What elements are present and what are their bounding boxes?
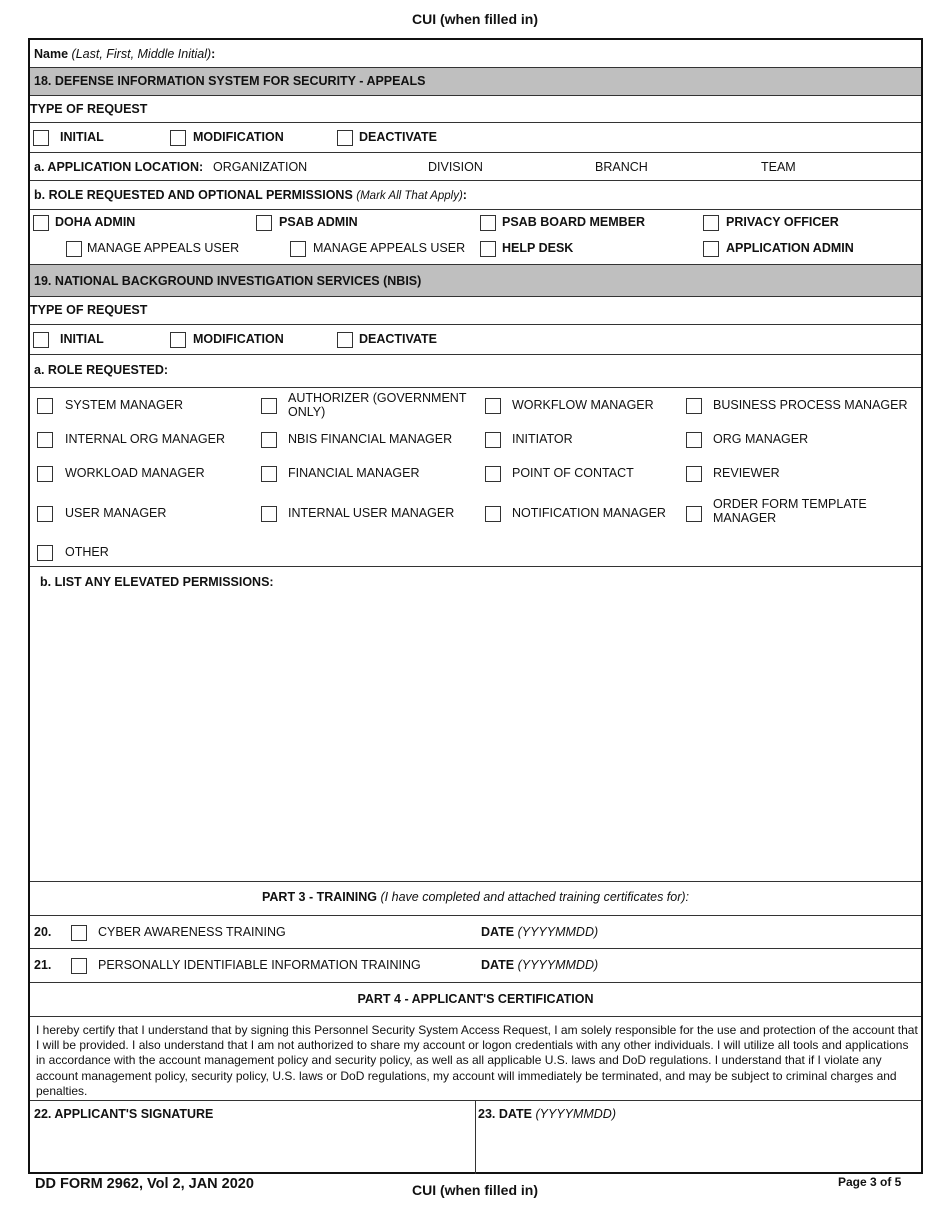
business-process-manager-label: BUSINESS PROCESS MANAGER [713, 398, 908, 412]
notification-manager-checkbox[interactable] [485, 506, 501, 522]
cyber-awareness-label: CYBER AWARENESS TRAINING [98, 925, 286, 939]
nbis-financial-manager-checkbox[interactable] [261, 432, 277, 448]
initial-label-19: INITIAL [60, 332, 104, 346]
role-requested-19-label: a. ROLE REQUESTED: [34, 363, 169, 377]
initial-checkbox-19[interactable] [33, 332, 49, 348]
section-19-roles [30, 387, 921, 567]
section-18-request-row [30, 123, 921, 153]
manage-appeals-user-label-2: MANAGE APPEALS USER [313, 241, 466, 255]
manage-appeals-user-checkbox-2[interactable] [290, 241, 306, 257]
section-19-title: 19. NATIONAL BACKGROUND INVESTIGATION SERVICES (NBIS) [34, 274, 422, 288]
modification-checkbox[interactable] [170, 130, 186, 146]
user-manager-label: USER MANAGER [65, 506, 167, 520]
branch-field[interactable]: BRANCH [595, 160, 648, 174]
reviewer-label: REVIEWER [713, 466, 780, 480]
certification-text-row [30, 1017, 921, 1101]
part-3-header [30, 882, 921, 916]
deactivate-label: DEACTIVATE [359, 130, 438, 144]
system-manager-checkbox[interactable] [37, 398, 53, 414]
date-23-field[interactable] [476, 1123, 921, 1173]
modification-label: MODIFICATION [193, 130, 284, 144]
section-18-title: 18. DEFENSE INFORMATION SYSTEM FOR SECURITY - APPEALS [34, 74, 426, 88]
section-18-header [30, 68, 921, 96]
deactivate-label-19: DEACTIVATE [359, 332, 438, 346]
certification-text: I hereby certify that I understand that by signing this Personnel Security System Access Request, I am solely responsible for the use and protection of the account that I will be provided. I also understand that I am not authorized to share my account or logon credentials with any other individuals. I will utilize all tools and applications in accordance with the account management policy and security policy, as well as all applicable U.S. laws and DoD regulations. I understand that if I violate any account management policy, security policy, U.S. laws or DoD regulations, my account will immediately be terminated, and may be subject to criminal charges and penalties. [36, 1023, 918, 1098]
item-21-number: 21. [34, 958, 52, 972]
financial-manager-checkbox[interactable] [261, 466, 277, 482]
manage-appeals-user-checkbox-1[interactable] [66, 241, 82, 257]
other-checkbox[interactable] [37, 545, 53, 561]
applicant-signature-label: 22. APPLICANT'S SIGNATURE [34, 1107, 214, 1121]
form-id: DD FORM 2962, Vol 2, JAN 2020 [35, 1176, 254, 1192]
section-19-request-row [30, 325, 921, 355]
application-location-label: a. APPLICATION LOCATION: [34, 160, 204, 174]
training-row-21 [30, 949, 921, 983]
cyber-awareness-date[interactable]: DATE (YYYYMMDD) [481, 925, 599, 939]
pii-training-date[interactable]: DATE (YYYYMMDD) [481, 958, 599, 972]
authorizer-checkbox[interactable] [261, 398, 277, 414]
section-19-type-row [30, 297, 921, 325]
training-row-20 [30, 916, 921, 949]
privacy-officer-label: PRIVACY OFFICER [726, 215, 839, 229]
type-of-request-label-19: TYPE OF REQUEST [30, 303, 148, 317]
point-of-contact-label: POINT OF CONTACT [512, 466, 634, 480]
section-19-header [30, 264, 921, 297]
elevated-permissions-area[interactable] [30, 567, 921, 882]
internal-user-manager-checkbox[interactable] [261, 506, 277, 522]
item-20-number: 20. [34, 925, 52, 939]
date-23-label: 23. DATE (YYYYMMDD) [478, 1107, 616, 1121]
reviewer-checkbox[interactable] [686, 466, 702, 482]
part-4-header [30, 983, 921, 1017]
doha-admin-label: DOHA ADMIN [55, 215, 136, 229]
division-field[interactable]: DIVISION [428, 160, 483, 174]
workload-manager-label: WORKLOAD MANAGER [65, 466, 205, 480]
deactivate-checkbox[interactable] [337, 130, 353, 146]
initial-checkbox[interactable] [33, 130, 49, 146]
cyber-awareness-checkbox[interactable] [71, 925, 87, 941]
system-manager-label: SYSTEM MANAGER [65, 398, 184, 412]
application-admin-checkbox[interactable] [703, 241, 719, 257]
cui-footer: CUI (when filled in) [412, 1182, 538, 1198]
notification-manager-label: NOTIFICATION MANAGER [512, 506, 666, 520]
name-label: Name (Last, First, Middle Initial): [34, 47, 216, 61]
role-requested-label: b. ROLE REQUESTED AND OPTIONAL PERMISSIONS (Mark All That Apply): [34, 188, 467, 202]
modification-checkbox-19[interactable] [170, 332, 186, 348]
internal-user-manager-label: INTERNAL USER MANAGER [288, 506, 455, 520]
initiator-checkbox[interactable] [485, 432, 501, 448]
role-requested-label-row [30, 181, 921, 210]
name-row [30, 40, 921, 68]
type-of-request-label: TYPE OF REQUEST [30, 102, 148, 116]
privacy-officer-checkbox[interactable] [703, 215, 719, 231]
form-page [28, 38, 923, 1174]
cui-header: CUI (when filled in) [412, 11, 538, 27]
business-process-manager-checkbox[interactable] [686, 398, 702, 414]
psab-admin-label: PSAB ADMIN [279, 215, 358, 229]
psab-board-member-checkbox[interactable] [480, 215, 496, 231]
other-label: OTHER [65, 545, 109, 559]
section-18-type-row [30, 96, 921, 123]
nbis-financial-manager-label: NBIS FINANCIAL MANAGER [288, 432, 453, 446]
internal-org-manager-checkbox[interactable] [37, 432, 53, 448]
psab-board-member-label: PSAB BOARD MEMBER [502, 215, 646, 229]
doha-admin-checkbox[interactable] [33, 215, 49, 231]
deactivate-checkbox-19[interactable] [337, 332, 353, 348]
psab-admin-checkbox[interactable] [256, 215, 272, 231]
organization-field[interactable]: ORGANIZATION [213, 160, 308, 174]
pii-training-label: PERSONALLY IDENTIFIABLE INFORMATION TRAINING [98, 958, 421, 972]
user-manager-checkbox[interactable] [37, 506, 53, 522]
point-of-contact-checkbox[interactable] [485, 466, 501, 482]
modification-label-19: MODIFICATION [193, 332, 284, 346]
elevated-permissions-label: b. LIST ANY ELEVATED PERMISSIONS: [40, 575, 274, 589]
org-manager-checkbox[interactable] [686, 432, 702, 448]
part-4-title: PART 4 - APPLICANT'S CERTIFICATION [357, 992, 594, 1006]
workflow-manager-checkbox[interactable] [485, 398, 501, 414]
page-number: Page 3 of 5 [838, 1175, 902, 1189]
applicant-signature-field[interactable] [30, 1123, 475, 1173]
pii-training-checkbox[interactable] [71, 958, 87, 974]
manage-appeals-user-label-1: MANAGE APPEALS USER [87, 241, 240, 255]
authorizer-label: AUTHORIZER (GOVERNMENT ONLY) [288, 391, 467, 419]
order-form-template-manager-checkbox[interactable] [686, 506, 702, 522]
org-manager-label: ORG MANAGER [713, 432, 809, 446]
help-desk-label: HELP DESK [502, 241, 574, 255]
part-3-title: PART 3 - TRAINING (I have completed and attached training certificates for): [261, 890, 690, 904]
order-form-template-manager-label: ORDER FORM TEMPLATE MANAGER [713, 497, 867, 525]
internal-org-manager-label: INTERNAL ORG MANAGER [65, 432, 225, 446]
application-location-row [30, 153, 921, 181]
role-requested-19-row [30, 355, 921, 387]
team-field[interactable]: TEAM [761, 160, 796, 174]
application-admin-label: APPLICATION ADMIN [726, 241, 854, 255]
initiator-label: INITIATOR [512, 432, 573, 446]
financial-manager-label: FINANCIAL MANAGER [288, 466, 420, 480]
workload-manager-checkbox[interactable] [37, 466, 53, 482]
workflow-manager-label: WORKFLOW MANAGER [512, 398, 654, 412]
initial-label: INITIAL [60, 130, 104, 144]
section-18-roles [30, 210, 921, 264]
help-desk-checkbox[interactable] [480, 241, 496, 257]
signature-row [30, 1101, 921, 1174]
